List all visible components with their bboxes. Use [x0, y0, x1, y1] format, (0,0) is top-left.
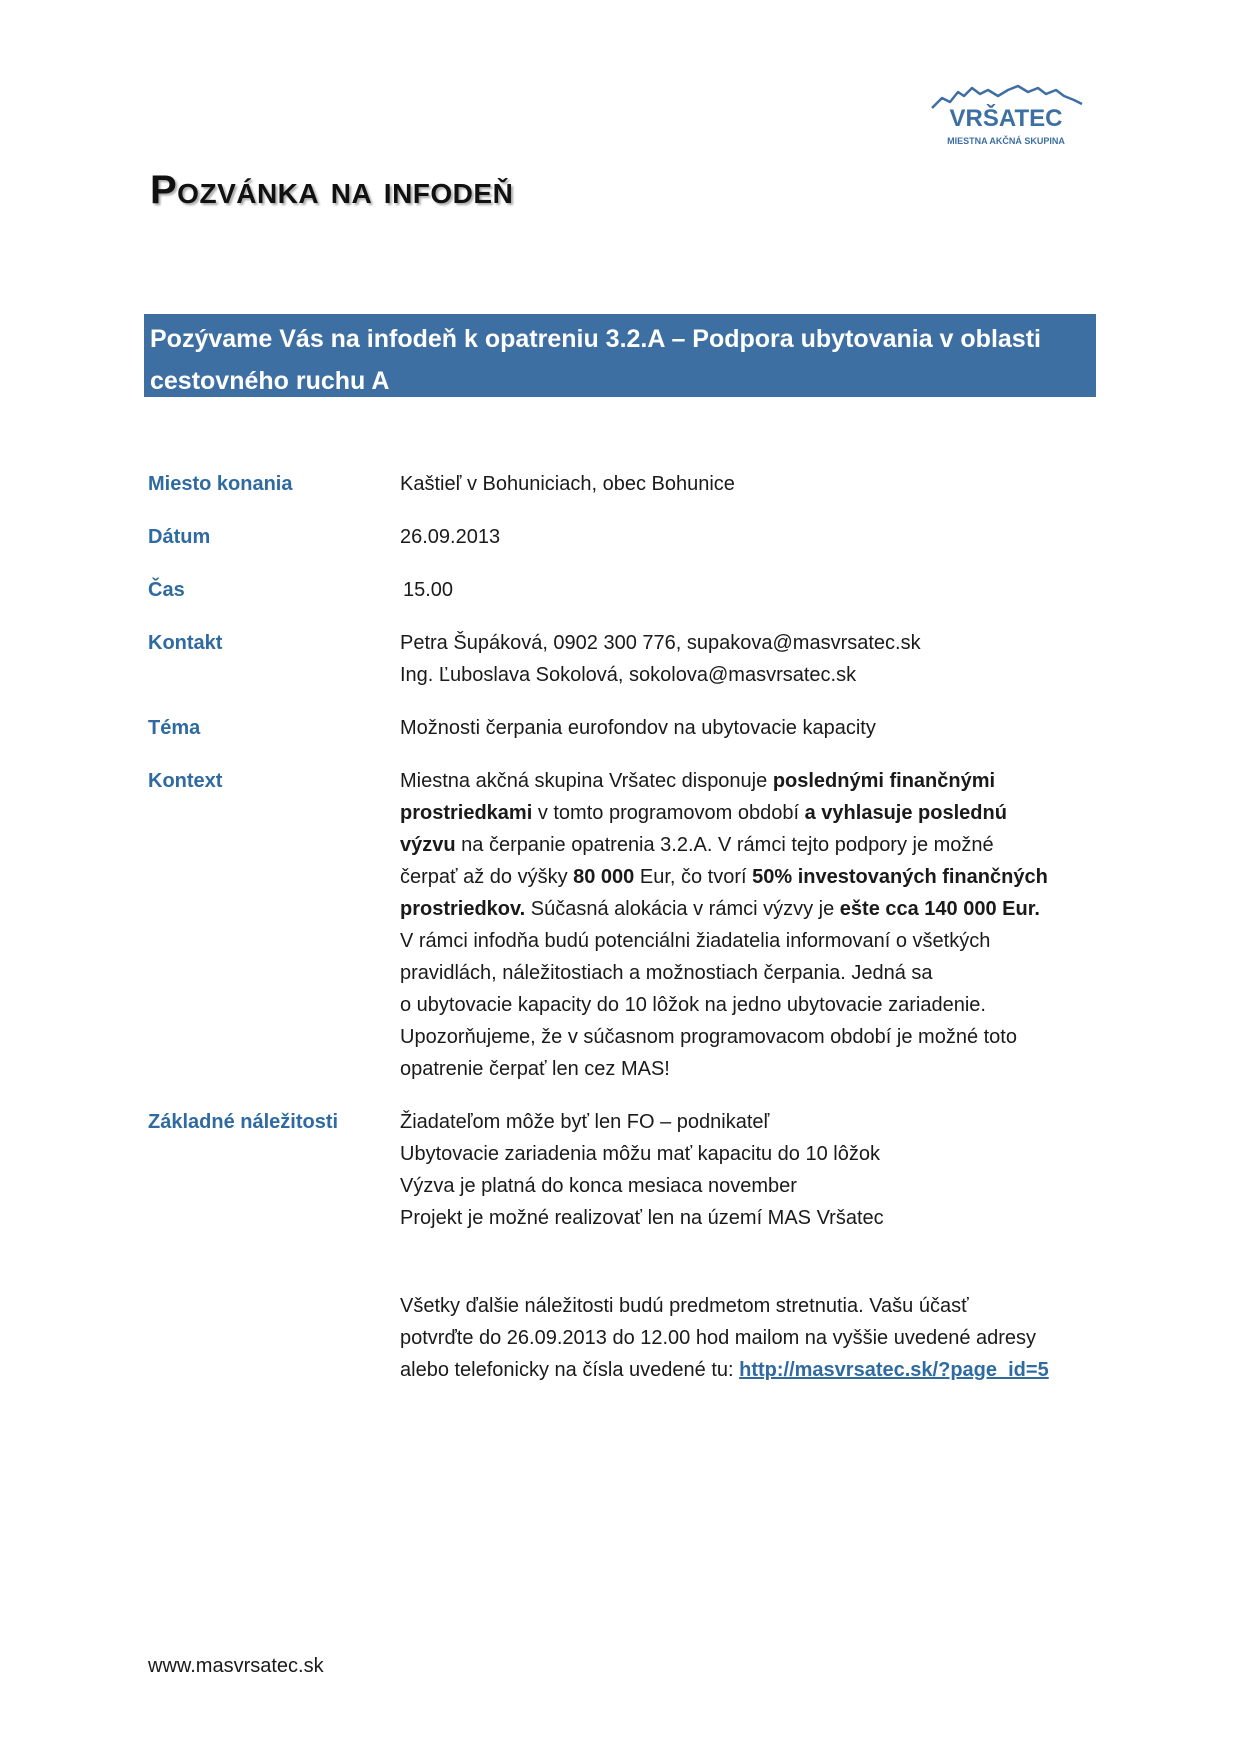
text-bold: 50% investovaných finančných [752, 866, 1048, 888]
logo-subtitle: MIESTNA AKČNÁ SKUPINA [947, 136, 1065, 146]
label-kontext: Kontext [148, 770, 223, 792]
label-zakladne: Základné náležitosti [148, 1111, 339, 1133]
label-kontakt: Kontakt [148, 632, 223, 654]
row-datum [148, 521, 1088, 553]
contact-line-1: Petra Šupáková, 0902 300 776, supakova@masvrsatec.sk [400, 632, 921, 654]
value-cas: 15.00 [403, 579, 454, 601]
value-tema: Možnosti čerpania eurofondov na ubytovacie kapacity [400, 717, 876, 739]
row-zakladne [148, 1106, 1088, 1234]
text: Miestna akčná skupina Vršatec disponuje [400, 770, 773, 792]
requirement-item: Projekt je možné realizovať len na území MAS Vršatec [400, 1207, 884, 1229]
requirement-item: Žiadateľom môže byť len FO – podnikateľ [400, 1111, 770, 1133]
mas-vrsatec-logo [928, 84, 1084, 154]
kontext-line-10: opatrenie čerpať len cez MAS! [400, 1058, 670, 1080]
footer-website: www.masvrsatec.sk [148, 1655, 324, 1677]
row-kontext [148, 765, 1088, 1085]
label-miesto: Miesto konania [148, 473, 293, 495]
text: Eur, čo tvorí [634, 866, 753, 888]
value-kontext [400, 765, 1088, 1085]
row-miesto [148, 468, 1088, 500]
event-info [148, 468, 1088, 1255]
kontext-line-9: Upozorňujeme, že v súčasnom programovacom období je možné toto [400, 1026, 1017, 1048]
label-tema: Téma [148, 717, 201, 739]
row-tema [148, 712, 1088, 744]
kontext-line-5 [400, 893, 1088, 925]
text-bold: a vyhlasuje poslednú [804, 802, 1007, 824]
label-cas: Čas [148, 579, 185, 601]
row-cas [148, 574, 1088, 606]
text: čerpať až do výšky [400, 866, 574, 888]
requirement-item: Výzva je platná do konca mesiaca november [400, 1175, 797, 1197]
text: Súčasná alokácia v rámci výzvy je [525, 898, 840, 920]
contacts-link[interactable]: http://masvrsatec.sk/?page_id=5 [739, 1359, 1049, 1381]
value-kontakt [400, 627, 1088, 691]
banner-line-2: cestovného ruchu A [150, 367, 390, 395]
text-bold: výzvu [400, 834, 456, 856]
text-bold: prostriedkov. [400, 898, 526, 920]
note-line-2: potvrďte do 26.09.2013 do 12.00 hod mailom na vyššie uvedené adresy [400, 1327, 1037, 1349]
row-kontakt [148, 627, 1088, 691]
logo-name: VRŠATEC [949, 105, 1063, 132]
text-bold: 80 000 [573, 866, 635, 888]
page-title: Pozvánka na infodeň [150, 168, 514, 212]
note-line-3 [400, 1354, 1100, 1386]
text: alebo telefonicky na čísla uvedené tu: [400, 1359, 740, 1381]
text-bold: ešte cca 140 000 Eur. [839, 898, 1040, 920]
value-miesto: Kaštieľ v Bohuniciach, obec Bohunice [400, 473, 735, 495]
kontext-line-8: o ubytovacie kapacity do 10 lôžok na jedno ubytovacie zariadenie. [400, 994, 986, 1016]
kontext-line-3 [400, 829, 1088, 861]
kontext-line-6: V rámci infodňa budú potenciálni žiadatelia informovaní o všetkých [400, 930, 991, 952]
invitation-banner [144, 314, 1096, 397]
note-line-1: Všetky ďalšie náležitosti budú predmetom stretnutia. Vašu účasť [400, 1295, 969, 1317]
text-bold: prostriedkami [400, 802, 533, 824]
requirement-item: Ubytovacie zariadenia môžu mať kapacitu do 10 lôžok [400, 1143, 880, 1165]
banner-line-1: Pozývame Vás na infodeň k opatreniu 3.2.A – Podpora ubytovania v oblasti [150, 325, 1041, 353]
kontext-line-1 [400, 765, 1088, 797]
closing-note [400, 1290, 1100, 1386]
text: v tomto programovom období [532, 802, 805, 824]
text: na čerpanie opatrenia 3.2.A. V rámci tejto podpory je možné [455, 834, 994, 856]
kontext-line-7: pravidlách, náležitostiach a možnostiach čerpania. Jedná sa [400, 962, 933, 984]
text-bold: poslednými finančnými [772, 770, 996, 792]
kontext-line-2 [400, 797, 1088, 829]
value-datum: 26.09.2013 [400, 526, 501, 548]
kontext-line-4 [400, 861, 1088, 893]
label-datum: Dátum [148, 526, 211, 548]
contact-line-2: Ing. Ľuboslava Sokolová, sokolova@masvrsatec.sk [400, 664, 857, 686]
value-zakladne [400, 1106, 1088, 1234]
mountain-logo-icon [928, 84, 1084, 154]
